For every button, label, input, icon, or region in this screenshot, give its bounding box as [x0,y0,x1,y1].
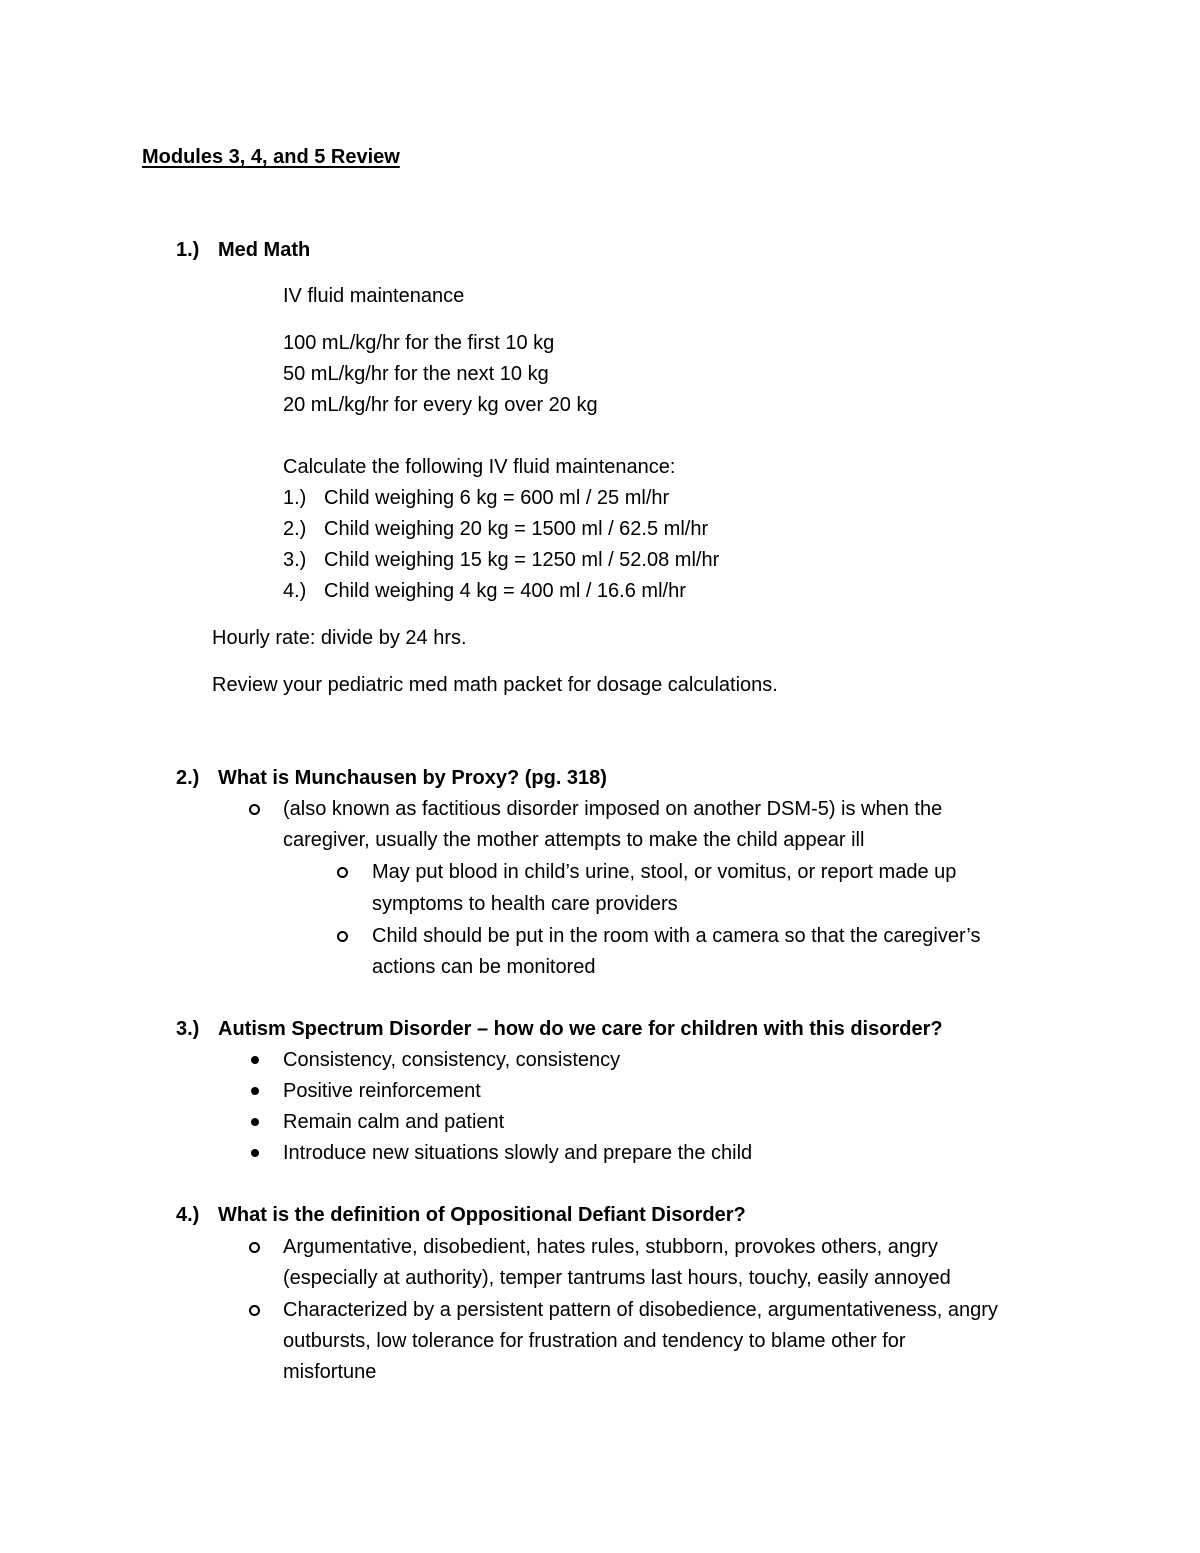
section-1-heading: Med Math [218,239,311,261]
calc-number-1: 1.) [283,487,307,509]
rate-line-1: 100 mL/kg/hr for the first 10 kg [283,332,555,354]
iv-fluid-subheading: IV fluid maintenance [283,285,465,307]
autism-bullet-3: Remain calm and patient [283,1111,505,1133]
autism-bullet-4: Introduce new situations slowly and prepare the child [283,1142,753,1164]
munchausen-definition-line-1: (also known as factitious disorder imposed on another DSM-5) is when the [283,798,943,820]
section-2-number: 2.) [176,767,200,789]
calc-number-4: 4.) [283,580,307,602]
hollow-bullet-icon [337,867,348,878]
document-title: Modules 3, 4, and 5 Review [142,146,400,168]
hollow-bullet-icon [337,931,348,942]
section-3-number: 3.) [176,1018,200,1040]
rate-line-2: 50 mL/kg/hr for the next 10 kg [283,363,549,385]
munchausen-sub-bullet-2-line-2: actions can be monitored [372,956,596,978]
munchausen-sub-bullet-1-line-1: May put blood in child’s urine, stool, or vomitus, or report made up [372,861,957,883]
solid-bullet-icon [251,1087,259,1095]
hourly-rate-note: Hourly rate: divide by 24 hrs. [212,627,467,649]
autism-bullet-2: Positive reinforcement [283,1080,481,1102]
solid-bullet-icon [251,1118,259,1126]
solid-bullet-icon [251,1149,259,1157]
section-2-heading: What is Munchausen by Proxy? (pg. 318) [218,767,607,789]
hollow-bullet-icon [249,1242,260,1253]
odd-bullet-1-line-2: (especially at authority), temper tantrums last hours, touchy, easily annoyed [283,1267,951,1289]
section-4-number: 4.) [176,1204,200,1226]
solid-bullet-icon [251,1056,259,1064]
section-3-heading: Autism Spectrum Disorder – how do we care for children with this disorder? [218,1018,943,1040]
odd-bullet-2-line-2: outbursts, low tolerance for frustration and tendency to blame other for [283,1330,906,1352]
munchausen-sub-bullet-1-line-2: symptoms to health care providers [372,893,678,915]
odd-bullet-2-line-1: Characterized by a persistent pattern of disobedience, argumentativeness, angry [283,1299,998,1321]
calc-text-4: Child weighing 4 kg = 400 ml / 16.6 ml/hr [324,580,686,602]
section-1-number: 1.) [176,239,200,261]
odd-bullet-1-line-1: Argumentative, disobedient, hates rules, stubborn, provokes others, angry [283,1236,938,1258]
calc-text-3: Child weighing 15 kg = 1250 ml / 52.08 ml/hr [324,549,720,571]
calc-text-1: Child weighing 6 kg = 600 ml / 25 ml/hr [324,487,670,509]
autism-bullet-1: Consistency, consistency, consistency [283,1049,621,1071]
calc-prompt: Calculate the following IV fluid maintenance: [283,456,676,478]
section-4-heading: What is the definition of Oppositional Defiant Disorder? [218,1204,746,1226]
calc-text-2: Child weighing 20 kg = 1500 ml / 62.5 ml/hr [324,518,709,540]
munchausen-sub-bullet-2-line-1: Child should be put in the room with a camera so that the caregiver’s [372,925,981,947]
calc-number-2: 2.) [283,518,307,540]
rate-line-3: 20 mL/kg/hr for every kg over 20 kg [283,394,598,416]
calc-number-3: 3.) [283,549,307,571]
hollow-bullet-icon [249,804,260,815]
munchausen-definition-line-2: caregiver, usually the mother attempts to make the child appear ill [283,829,865,851]
review-note: Review your pediatric med math packet for dosage calculations. [212,674,778,696]
odd-bullet-2-line-3: misfortune [283,1361,377,1383]
hollow-bullet-icon [249,1305,260,1316]
